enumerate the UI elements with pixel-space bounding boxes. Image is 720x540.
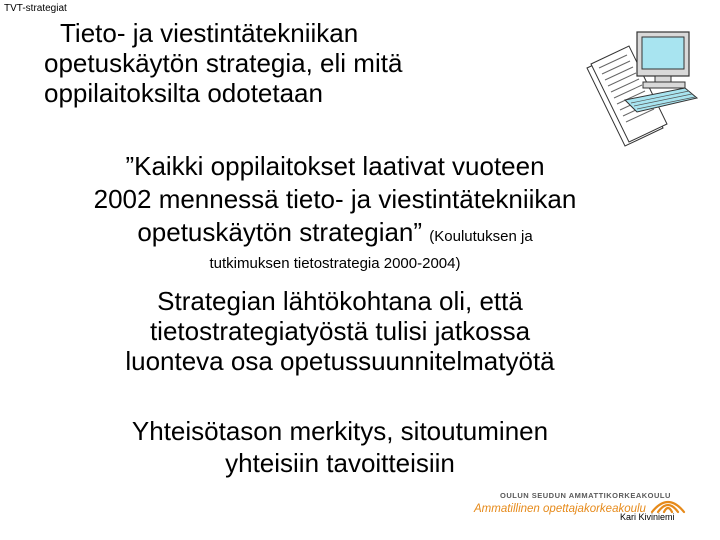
quote-line-3-wrapper: [20, 216, 650, 253]
slide-header-label: TVT-strategiat: [4, 3, 67, 14]
title-line-2: opetuskäytön strategia, eli mitä: [44, 48, 403, 78]
quote-source-b: tutkimuksen tietostrategia 2000-2004): [209, 255, 461, 272]
point2-line-3: luonteva osa opetussuunnitelmatyötä: [125, 346, 555, 376]
point3-line-2: yhteisiin tavoitteisiin: [225, 448, 455, 478]
community-commitment: [20, 415, 660, 479]
title-line-3: oppilaitoksilta odotetaan: [44, 78, 323, 108]
quote-source-a: (Koulutuksen ja: [429, 228, 533, 245]
slide-title: [44, 18, 564, 108]
strategy-quote: [20, 150, 650, 275]
author-name: Kari Kiviniemi: [620, 512, 675, 522]
institution-name: OULUN SEUDUN AMMATTIKORKEAKOULU: [500, 491, 671, 500]
unit-name: Ammatillinen opettajakorkeakoulu: [474, 503, 646, 515]
computer-with-documents-icon: [585, 28, 700, 148]
point3-line-1: Yhteisötason merkitys, sitoutuminen: [131, 416, 549, 446]
point2-line-2: tietostrategiatyöstä tulisi jatkossa: [149, 316, 531, 346]
quote-line-3: opetuskäytön strategian”: [137, 217, 423, 247]
quote-line-1: ”Kaikki oppilaitokset laativat vuoteen: [125, 151, 545, 181]
quote-line-2: 2002 mennessä tieto- ja viestintätekniikan: [93, 184, 577, 214]
institution-logo: [470, 490, 710, 535]
title-line-1: Tieto- ja viestintätekniikan: [60, 18, 359, 48]
strategy-starting-point: [20, 286, 660, 376]
point2-line-1: Strategian lähtökohtana oli, että: [157, 286, 523, 316]
